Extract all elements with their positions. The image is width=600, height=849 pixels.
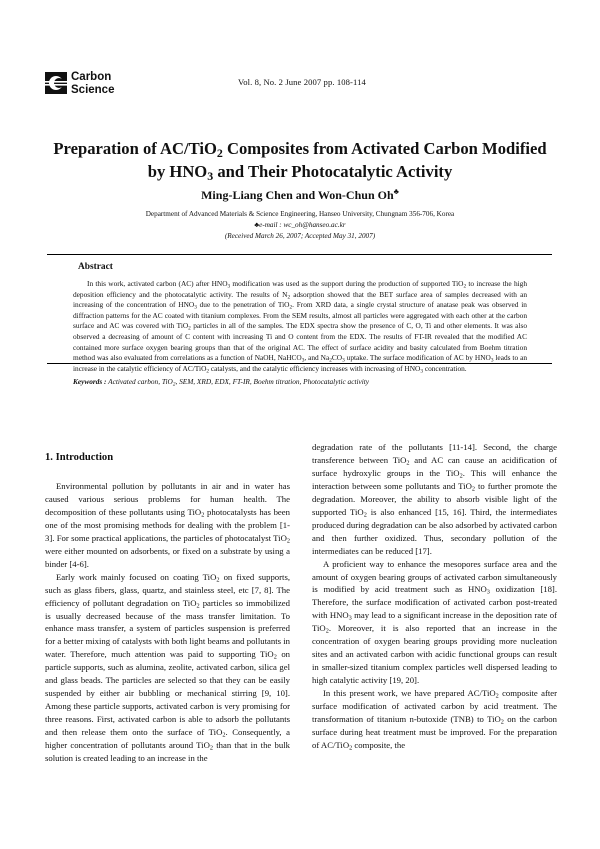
author-affiliation-block <box>40 209 560 242</box>
body-column-right <box>312 441 557 752</box>
affiliation: Department of Advanced Materials & Science Engineering, Hanseo University, Chungnam 356-706, Korea <box>145 210 455 218</box>
journal-logo-icon <box>45 72 67 94</box>
paragraph: A proficient way to enhance the mesopores surface area and the amount of oxygen bearing groups of activated carbon simultaneously is modified by acid treatment such as $HNO_3$ oxidization [18]. Therefore, the surface modification of activated carbon post-treated with $HNO_3$ may lead to a significant increase in the deposition rate of TiO$_2$. Moreover, it is also reported that an increase in the concentration of oxygen bearing groups providing more nucleation sites and an activated carbon with acidic functional groups can result in smaller-sized titanium complex particles well dispersed leading to high catalytic activity [19, 20]. <box>312 558 557 686</box>
keywords-line <box>73 377 527 386</box>
journal-reference: Vol. 8, No. 2 June 2007 pp. 108-114 <box>238 77 366 87</box>
section-heading: 1. Introduction <box>45 452 114 463</box>
paper-title-line2: by $HNO_3$ and Their Photocatalytic Activity <box>147 162 453 183</box>
paper-title-line1: Preparation of AC/TiO$_2$ Composites from Activated Carbon Modified <box>53 139 547 160</box>
received-dates: (Received March 26, 2007; Accepted May 31, 2007) <box>224 232 376 240</box>
journal-name-line2: Science <box>71 84 115 96</box>
paper-authors <box>40 187 560 203</box>
paragraph: Early work mainly focused on coating TiO$_2$ on fixed supports, such as glass fibers, glass, quartz, and stainless steel, etc [7, 8]. The efficiency of pollutant degradation on TiO$_2$ particles so immobilized is usually decreased because of the mass transfer limitation. To enhance mass transfer, a system of particles suspension is preferred for a better mixing of catalysts with both light beams and pollutants in water. Therefore, much attention was paid to supporting TiO$_2$ on particle supports, such as alumina, zeolite, activated carbon, silica gel and glass beads. The particles are selected so that they can be easily suspended by either air bubbling or mechanical stirring [9, 10]. Among these particle supports, activated carbon is very promising for three reasons. First, activated carbon is able to adsorb the pollutants and then release them onto the surface of TiO$_2$. Consequently, a higher concentration of pollutants around TiO$_2$ than that in the bulk solution is created leading to an increase in the <box>45 571 291 764</box>
keywords-label: Keywords : <box>73 377 107 386</box>
abstract-heading: Abstract <box>78 262 113 272</box>
journal-name-line1: Carbon <box>71 71 112 83</box>
paragraph: In this present work, we have prepared AC/TiO$_2$ composite after surface modification of activated carbon by acid treatment. The transformation of titanium n-butoxide (TNB) to TiO$_2$ on the carbon surface during heat treatment must be improved. For the preparation of AC/TiO$_2$ composite, the <box>312 688 557 752</box>
paragraph: degradation rate of the pollutants [11-14]. Second, the charge transference between TiO$_2$ and AC can cause an acidification of surface hydroxylic groups in the TiO$_2$. This will enhance the interaction between some pollutants and TiO$_2$ to further promote the degradation. Moreover, the ability to absorb visible light of the supported TiO$_2$ is also enhanced [15, 16]. Third, the intermediates produced during degradation can be also adsorbed by activated carbon and then further oxidized. Thus, secondary pollution of the intermediates can be reduced [17]. <box>312 442 557 556</box>
paragraph: Environmental pollution by pollutants in air and in water has caused various serious problems for human health. The decomposition of these pollutants using TiO$_2$ photocatalysts has been one of the most promising methods for dealing with the problem [1-3]. For some practical applications, the particles of photocatalyst TiO$_2$ were either mounted on adsorbents, or fixed on a substrate by using a binder [4-6]. <box>45 481 290 569</box>
abstract-body <box>73 279 527 374</box>
email: ♣e-mail : wc_oh@hanseo.ac.kr <box>254 221 346 229</box>
corresponding-author-mark: ♣ <box>393 187 399 196</box>
paper-title <box>40 137 560 183</box>
body-column-left <box>45 480 290 765</box>
abstract-text: In this work, activated carbon (AC) after $HNO_3$ modification was used as the support during the production of supported TiO$_2$ to increase the high deposition efficiency and the photocatalytic activity. The results of $N_2$ adsorption showed that the BET surface area of samples decreased with an increasing of the concentration of $HNO_3$ due to the penetration of TiO$_2$. From XRD data, a single crystal structure of anatase peak was observed in diffraction patterns for the AC coated with titanium complexes. From the SEM results, almost all particles were aggregated with each other at the carbon surface and AC was covered with TiO$_2$ particles in all of the samples. The EDX spectra show the presence of C, O, Ti and other elements. It was also observed a decreasing of amount of C content with increasing Ti and O content from the EDX. The results of FT-IR revealed that the modified AC contained more surface oxygen bearing groups than that of the original AC. The effect of surface acidity and basity calculated from Boehm titration method was also evaluated from correlations as a function of NaOH, NaHCO$_3$, and $Na_2CO_3$ uptake. The surface modification of AC by $HNO_3$ leads to an increase in the catalytic efficiency of AC/TiO$_2$ catalysts, and the catalytic efficiency increases with increasing of $HNO_3$ concentration. <box>73 279 528 375</box>
keywords-text: Activated carbon, TiO$_2$, SEM, XRD, EDX, FT-IR, Boehm titration, Photocatalytic activity <box>108 377 370 388</box>
journal-logo-text <box>71 71 114 97</box>
author-names: Ming-Liang Chen and Won-Chun Oh <box>201 188 394 202</box>
